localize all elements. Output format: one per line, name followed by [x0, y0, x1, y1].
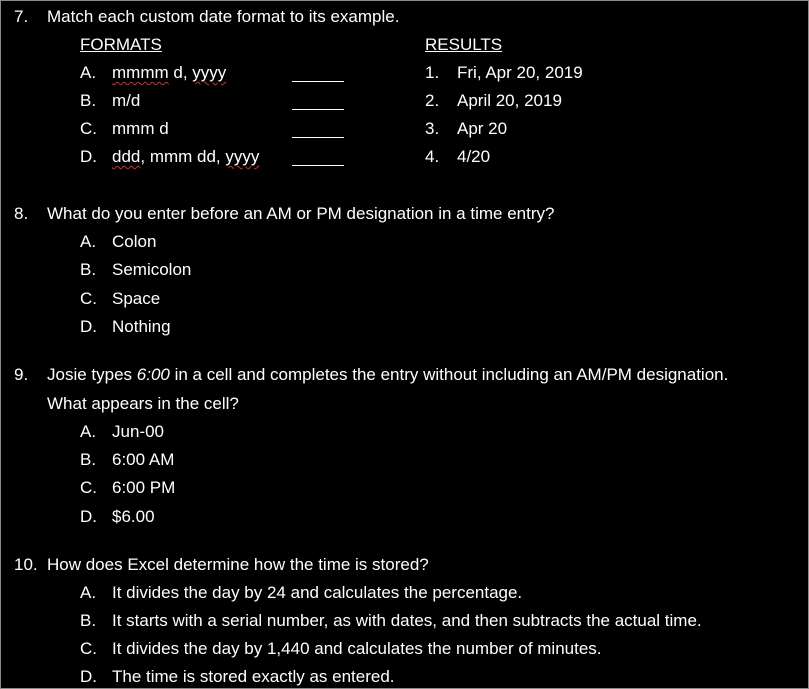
result-3-text: Apr 20	[457, 119, 508, 138]
result-1-text: Fri, Apr 20, 2019	[457, 63, 583, 82]
answer-blank-a[interactable]	[292, 81, 344, 82]
q8-option-b-letter: B.	[80, 260, 97, 279]
q10-option-c-letter: C.	[80, 639, 97, 658]
result-4-number: 4.	[425, 147, 440, 166]
result-4-text: 4/20	[457, 147, 491, 166]
answer-blank-c[interactable]	[292, 137, 344, 138]
answer-blank-d[interactable]	[292, 165, 344, 166]
q8-prompt: What do you enter before an AM or PM designation in a time entry?	[47, 204, 555, 223]
format-c-letter: C.	[80, 119, 97, 138]
q9-typed-value: 6:00	[136, 365, 170, 384]
result-2-number: 2.	[425, 91, 440, 110]
q7-prompt: Match each custom date format to its example.	[47, 7, 400, 26]
q9-option-c-text: 6:00 PM	[112, 478, 176, 497]
q8-option-d-letter: D.	[80, 317, 97, 336]
spell-error-ddd: ddd	[112, 147, 141, 166]
q10-option-b-text: It starts with a serial number, as with dates, and then subtracts the actual time.	[112, 611, 702, 630]
q10-option-d-text: The time is stored exactly as entered.	[112, 667, 395, 686]
result-3-number: 3.	[425, 119, 440, 138]
format-d-letter: D.	[80, 147, 97, 166]
q8-option-b-text: Semicolon	[112, 260, 192, 279]
format-a-letter: A.	[80, 63, 97, 82]
result-2-text: April 20, 2019	[457, 91, 562, 110]
q7-number: 7.	[14, 7, 29, 26]
spell-error-yyyy: yyyy	[192, 63, 227, 82]
q10-option-b-letter: B.	[80, 611, 97, 630]
format-a-text: mmmm d, yyyy	[112, 63, 227, 82]
q9-prompt-line2: What appears in the cell?	[47, 394, 239, 413]
q10-option-c-text: It divides the day by 1,440 and calculates the number of minutes.	[112, 639, 602, 658]
q9-option-d-text: $6.00	[112, 507, 155, 526]
q8-option-c-letter: C.	[80, 289, 97, 308]
q10-option-d-letter: D.	[80, 667, 97, 686]
q9-option-d-letter: D.	[80, 507, 97, 526]
q9-prompt: Josie types 6:00 in a cell and completes the entry without including an AM/PM designation.	[47, 365, 729, 384]
q9-number: 9.	[14, 365, 29, 384]
q8-option-d-text: Nothing	[112, 317, 171, 336]
spell-error-mmmm: mmmm	[112, 63, 169, 82]
format-b-letter: B.	[80, 91, 97, 110]
q10-option-a-letter: A.	[80, 583, 97, 602]
format-b-text: m/d	[112, 91, 141, 110]
formats-header: FORMATS	[80, 35, 162, 54]
format-d-text: ddd, mmm dd, yyyy	[112, 147, 260, 166]
q10-option-a-text: It divides the day by 24 and calculates the percentage.	[112, 583, 523, 602]
q8-option-c-text: Space	[112, 289, 161, 308]
q8-option-a-letter: A.	[80, 232, 97, 251]
result-1-number: 1.	[425, 63, 440, 82]
q8-number: 8.	[14, 204, 29, 223]
q9-option-a-letter: A.	[80, 422, 97, 441]
results-header: RESULTS	[425, 35, 503, 54]
q9-option-a-text: Jun-00	[112, 422, 164, 441]
q10-number: 10.	[14, 555, 38, 574]
q8-option-a-text: Colon	[112, 232, 157, 251]
spell-error-yyyy-2: yyyy	[225, 147, 260, 166]
q9-option-c-letter: C.	[80, 478, 97, 497]
answer-blank-b[interactable]	[292, 109, 344, 110]
q9-option-b-text: 6:00 AM	[112, 450, 175, 469]
q9-option-b-letter: B.	[80, 450, 97, 469]
format-c-text: mmm d	[112, 119, 169, 138]
q10-prompt: How does Excel determine how the time is stored?	[47, 555, 429, 574]
